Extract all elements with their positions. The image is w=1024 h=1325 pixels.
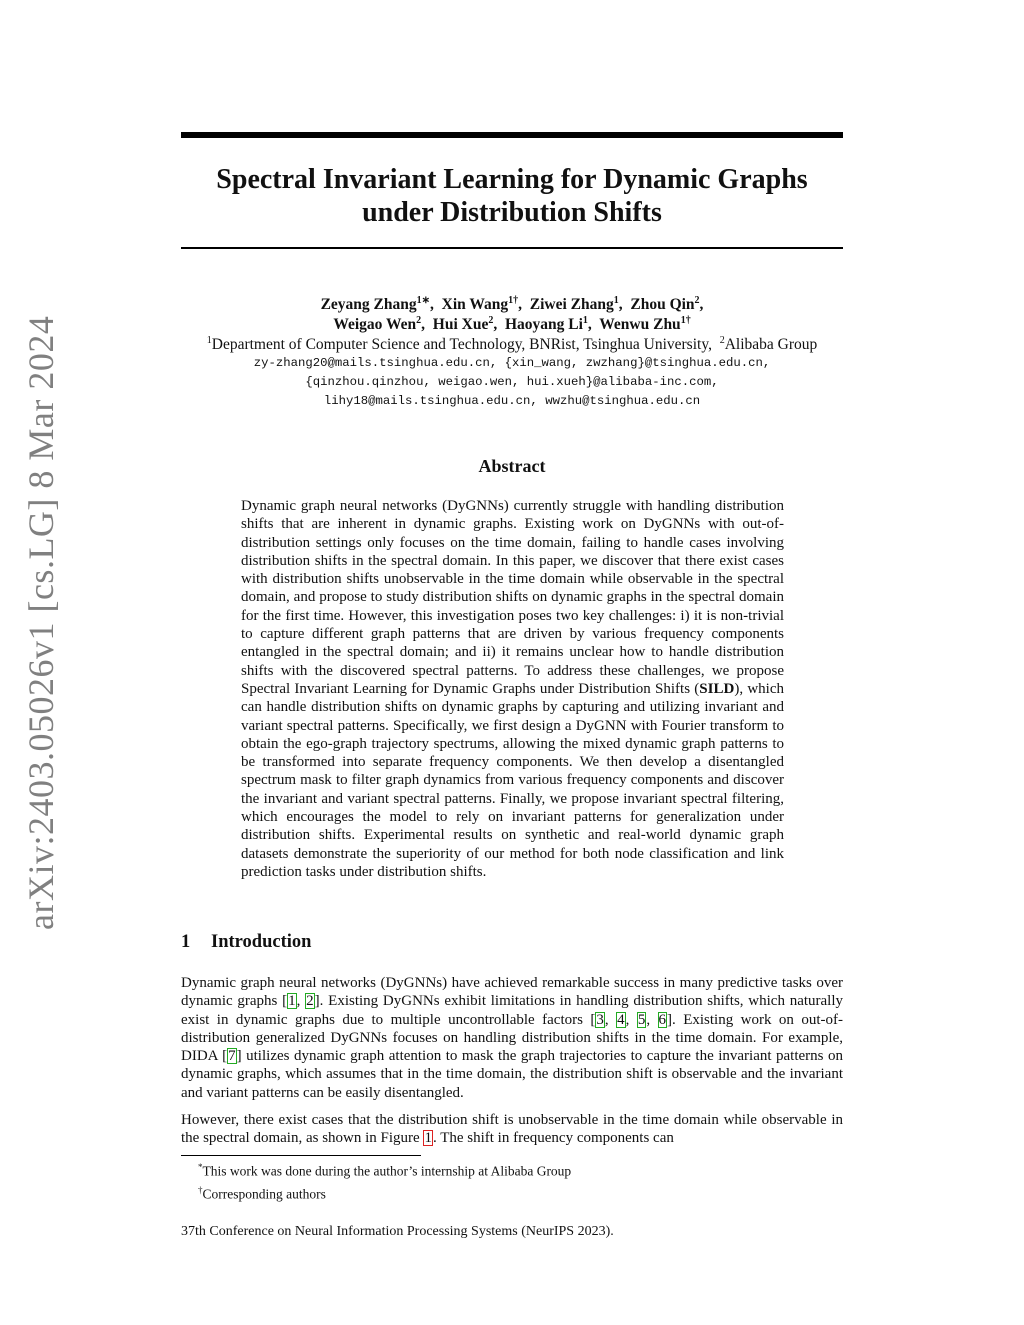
footnote-1: *This work was done during the author’s internship at Alibaba Group [198,1162,572,1179]
citation-link[interactable]: 4 [617,1011,625,1028]
author-names-line-1: Zeyang Zhang$^{1∗}$, Xin Wang$^{1\dagger}$, Ziwei Zhang$^1$, Zhou Qin$^2$, [320,294,704,313]
abstract-heading: Abstract [478,456,546,476]
abstract-text: Dynamic graph neural networks (DyGNNs) currently struggle with handling distribution shifts that are inherent in dynamic graphs. Existing work on DyGNNs with out-of-distribution settings only focuses on the time domain, failing to handle cases involving distribution shifts in the spectral domain. In this paper, we discover that there exist cases with distribution shifts unobservable in the time domain while observable in the spectral domain, and propose to study distribution shifts on dynamic graphs in the spectral domain for the first time. However, this investigation poses two key challenges: i) it is non-trivial to capture different graph patterns that are driven by various frequency components entangled in the spectral domain; and ii) it remains unclear how to handle distribution shifts with the discovered spectral patterns. To address these challenges, we propose Spectral Invariant Learning for Dynamic Graphs under Distribution Shifts (SILD), which can handle distribution shifts on dynamic graphs by capturing and utilizing invariant and variant spectral patterns. Specifically, we first design a DyGNN with Fourier transform to obtain the ego-graph trajectory spectrums, allowing the mixed dynamic graph patterns to be transformed into separate frequency components. We then develop a disentangled spectrum mask to filter graph dynamics from various frequency components and discover the invariant and variant spectral patterns. Finally, we propose invariant spectral filtering, which encourages the model to rely on invariant patterns for generalization under distribution shifts. Experimental results on synthetic and real-world dynamic graph datasets demonstrate the superiority of our method for both node classification and link prediction tasks under distribution shifts. [241,498,784,880]
affiliations: $^1$Department of Computer Science and Technology, BNRist, Tsinghua University, $^2$Alibaba Group [206,334,818,353]
citation-link[interactable]: 5 [637,1011,646,1028]
citation-link[interactable]: 2 [306,993,314,1010]
arxiv-identifier: arXiv:2403.05026v1 [cs.LG] 8 Mar 2024 [21,315,61,930]
author-names-line-2: Weigao Wen$^2$, Hui Xue$^2$, Haoyang Li$^1$, Wenwu Zhu$^{1\dagger}$ [333,314,691,333]
author-block [150,295,874,355]
footnote-rule [181,1155,421,1156]
email-line-1: zy-zhang20@mails.tsinghua.edu.cn, {xin_wang, zwzhang}@tsinghua.edu.cn, [253,356,771,370]
title-line-1: Spectral Invariant Learning for Dynamic Graphs [216,164,808,195]
title-line-2: under Distribution Shifts [362,197,662,228]
intro-paragraph-1: Dynamic graph neural networks (DyGNNs) have achieved remarkable success in many predictive tasks over dynamic graphs [1, 2]. Existing DyGNNs exhibit limitations in handling distribution shifts, which naturally exist in dynamic graphs due to multiple uncontrollable factors [3, 4, 5, 6]. Existing work on out-of-distribution generalized DyGNNs focuses on handling distribution shifts in the time domain. For example, DIDA [7] utilizes dynamic graph attention to mask the graph trajectories to capture the invariant patterns on dynamic graphs, which assumes that in the time domain, the distribution shift is observable and the invariant and variant patterns can be easily disentangled. [181,975,844,1101]
citation-link[interactable]: 6 [658,1011,667,1028]
title-top-rule [181,132,843,138]
figure-reference-link[interactable]: 1 [424,1130,432,1147]
citation-link[interactable]: 1 [288,993,296,1010]
footnote-2: †Corresponding authors [198,1185,326,1202]
author-emails [150,354,874,411]
email-line-3: lihy18@mails.tsinghua.edu.cn, wwzhu@tsinghua.edu.cn [323,394,701,408]
title-bottom-rule [181,247,843,249]
citation-link[interactable]: 3 [596,1011,604,1028]
section-heading-introduction: 1 Introduction [181,932,312,952]
intro-paragraph-2: However, there exist cases that the distribution shift is unobservable in the time domain while observable in the spectral domain, as shown in Figure 1. The shift in frequency components can [181,1112,843,1147]
email-line-2: {qinzhou.qinzhou, weigao.wen, hui.xueh}@alibaba-inc.com, [305,375,719,389]
venue-note: 37th Conference on Neural Information Processing Systems (NeurIPS 2023). [181,1224,614,1239]
paper-title [181,163,843,229]
footnotes [198,1158,571,1204]
citation-link[interactable]: 7 [228,1048,236,1065]
